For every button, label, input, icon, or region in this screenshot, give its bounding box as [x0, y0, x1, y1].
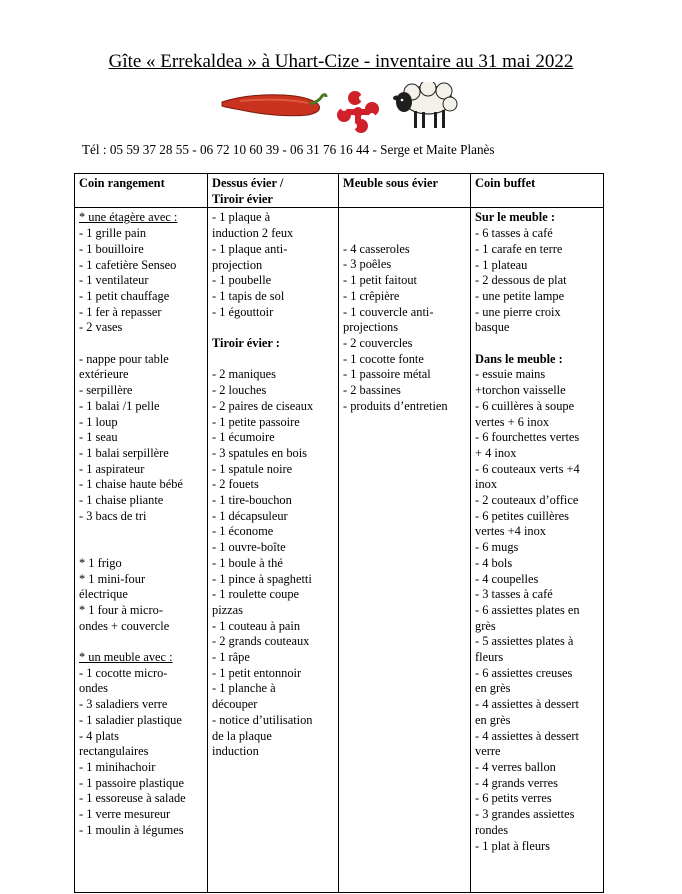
list-item: - 1 essoreuse à salade [79, 791, 186, 806]
list-item: - 1 décapsuleur [212, 508, 288, 523]
list-item: rondes [475, 822, 509, 837]
header-dessus-evier: Dessus évier / Tiroir évier [208, 174, 339, 208]
list-item: - 3 spatules en bois [212, 445, 307, 460]
list-item: - 1 crêpière [343, 288, 400, 303]
list-item: - 5 assiettes plates à [475, 634, 574, 649]
list-item [79, 336, 203, 352]
list-item: - 1 ventilateur [79, 273, 149, 288]
list-item: - 1 ouvre-boîte [212, 540, 286, 555]
list-item: - 3 bacs de tri [79, 508, 147, 523]
list-item: - 1 balai serpillère [79, 445, 169, 460]
list-item: * une étagère avec : [79, 210, 178, 225]
list-item: vertes + 6 inox [475, 414, 550, 429]
list-item: - 1 petit chauffage [79, 288, 170, 303]
list-item: - notice d’utilisation [212, 712, 313, 727]
list-item: - 3 poêles [343, 257, 392, 272]
list-item [79, 634, 203, 650]
list-item: - 4 assiettes à dessert [475, 697, 579, 712]
list-item: inox [475, 477, 498, 492]
list-item: - 6 petits verres [475, 791, 552, 806]
list-item: + 4 inox [475, 445, 517, 460]
list-item: - 1 petit entonnoir [212, 665, 302, 680]
list-item: - 1 spatule noire [212, 461, 293, 476]
list-item: - 1 égouttoir [212, 304, 274, 319]
list-item: - 1 planche à [212, 681, 276, 696]
list-item: - 6 mugs [475, 540, 519, 555]
list-item: - 1 passoire plastique [79, 775, 184, 790]
list-item: * 1 frigo [79, 555, 122, 570]
list-item: - 3 grandes assiettes [475, 807, 575, 822]
list-item: - 1 écumoire [212, 430, 275, 445]
list-item [79, 540, 203, 556]
content-row [75, 208, 604, 893]
list-item: Sur le meuble : [475, 210, 555, 225]
list-item: induction 2 feux [212, 226, 294, 241]
list-item: projections [343, 320, 399, 335]
list-item [212, 320, 334, 336]
list-item: - 1 tire-bouchon [212, 493, 292, 508]
list-item: - 1 boule à thé [212, 555, 283, 570]
list-item [79, 524, 203, 540]
list-item: ondes + couvercle [79, 618, 170, 633]
list-item: - 1 petite passoire [212, 414, 300, 429]
list-item: - 1 économe [212, 524, 274, 539]
list-item [475, 336, 599, 352]
header-coin-rangement: Coin rangement [75, 174, 208, 208]
list-item: - 2 couvercles [343, 336, 413, 350]
list-item: * 1 four à micro- [79, 602, 163, 617]
page-title: Gîte « Errekaldea » à Uhart-Cize - inventaire au 31 mai 2022 [108, 51, 574, 72]
list-item: - 1 plateau [475, 257, 528, 272]
list-item [212, 352, 334, 368]
red-pepper-icon [222, 95, 326, 116]
list-item: - 1 petit faitout [343, 273, 417, 288]
list-item: - 2 maniques [212, 367, 277, 382]
list-item: - essuie mains [475, 367, 546, 382]
list-item: - 1 carafe en terre [475, 241, 563, 256]
list-item: - 1 plaque à [212, 210, 271, 225]
list-item: - 1 couteau à pain [212, 618, 301, 633]
list-item: - 1 roulette coupe [212, 587, 300, 602]
list-item: - serpillère [79, 383, 133, 398]
list-item: - 4 plats [79, 728, 119, 743]
list-item: - 4 casseroles [343, 241, 410, 256]
list-item: en grès [475, 712, 511, 727]
list-item: - 2 fouets [212, 477, 259, 492]
list-item: en grès [475, 681, 511, 696]
list-item: découper [212, 697, 258, 712]
list-item: basque [475, 320, 510, 335]
list-item: rectangulaires [79, 744, 149, 759]
list-item: - 2 bassines [343, 383, 401, 398]
list-item: - 1 couvercle anti- [343, 304, 434, 319]
list-item: - 1 loup [79, 414, 118, 429]
list-item: - 1 pince à spaghetti [212, 571, 312, 586]
list-item: Tiroir évier : [212, 336, 280, 351]
list-item: verre [475, 744, 501, 759]
list-item: - 1 poubelle [212, 273, 272, 288]
list-item: - 6 cuillères à soupe [475, 398, 575, 413]
list-item: - 1 bouilloire [79, 241, 144, 256]
list-item: - 1 minihachoir [79, 759, 156, 774]
list-item: - 1 plaque anti- [212, 241, 288, 256]
list-item: - 1 tapis de sol [212, 288, 285, 303]
list-item: - 1 fer à repasser [79, 304, 162, 319]
list-item: - 4 assiettes à dessert [475, 728, 579, 743]
header-meuble-sous-evier: Meuble sous évier [339, 174, 471, 208]
sheep-icon [393, 82, 457, 128]
list-item: pizzas [212, 602, 243, 617]
list-item: +torchon vaisselle [475, 383, 566, 398]
list-item: de la plaque [212, 728, 272, 743]
list-item: - 3 tasses à café [475, 587, 553, 602]
list-item: - 6 assiettes plates en [475, 602, 580, 617]
contact-line: Tél : 05 59 37 28 55 - 06 72 10 60 39 - 06 31 76 16 44 - Serge et Maite Planès [82, 142, 495, 157]
list-item: - 4 grands verres [475, 775, 558, 790]
list-item: - 4 coupelles [475, 571, 539, 586]
list-item: - 1 cocotte fonte [343, 351, 424, 366]
list-item: - 1 balai /1 pelle [79, 398, 160, 413]
list-item: - 1 passoire métal [343, 367, 431, 382]
list-item: - 1 chaise pliante [79, 493, 164, 508]
list-item: - produits d’entretien [343, 398, 448, 413]
list-item: - 1 seau [79, 430, 118, 445]
column-coin-buffet [471, 208, 604, 893]
list-item: - 4 verres ballon [475, 760, 556, 774]
list-item: - une petite lampe [475, 288, 565, 303]
list-item: - 1 chaise haute bébé [79, 477, 183, 492]
header-coin-buffet: Coin buffet [471, 174, 604, 208]
list-item: - 1 cafetière Senseo [79, 257, 177, 272]
list-item: ondes [79, 681, 108, 696]
list-item: - 1 râpe [212, 650, 250, 665]
list-item: - 1 verre mesureur [79, 807, 171, 822]
decorative-images [0, 82, 682, 140]
column-meuble-sous-evier [339, 208, 471, 893]
list-item: extérieure [79, 367, 129, 382]
list-item: - nappe pour table [79, 351, 169, 366]
list-item: Dans le meuble : [475, 351, 563, 366]
list-item: * 1 mini-four [79, 571, 146, 586]
lauburu-icon [337, 91, 379, 133]
list-item: - 1 grille pain [79, 226, 147, 241]
column-dessus-evier [208, 208, 339, 893]
inventory-table [74, 173, 604, 893]
list-item: - 2 grands couteaux [212, 634, 310, 649]
list-item: - 2 dessous de plat [475, 273, 567, 288]
list-item: - 4 bols [475, 555, 513, 570]
list-item: projection [212, 257, 263, 272]
list-item: électrique [79, 587, 128, 602]
list-item: * un meuble avec : [79, 650, 173, 665]
list-item: - 2 vases [79, 320, 123, 335]
list-item: - 2 couteaux d’office [475, 493, 579, 508]
list-item [343, 226, 466, 242]
list-item: - 6 petites cuillères [475, 508, 569, 523]
list-item: induction [212, 744, 259, 759]
column-coin-rangement [75, 208, 208, 893]
list-item: vertes +4 inox [475, 524, 546, 539]
list-item: - 6 couteaux verts +4 [475, 461, 580, 476]
list-item: - 6 tasses à café [475, 226, 553, 241]
list-item: - 1 plat à fleurs [475, 838, 551, 853]
header-row [75, 174, 604, 208]
list-item: - une pierre croix [475, 304, 561, 319]
list-item: - 1 aspirateur [79, 461, 145, 476]
list-item: fleurs [475, 650, 504, 665]
list-item: - 6 fourchettes vertes [475, 430, 580, 445]
list-item: - 1 moulin à légumes [79, 822, 184, 837]
list-item: - 6 assiettes creuses [475, 665, 573, 680]
list-item: grès [475, 618, 496, 633]
list-item: - 2 louches [212, 383, 267, 398]
list-item: - 3 saladiers verre [79, 697, 168, 712]
list-item: - 2 paires de ciseaux [212, 398, 314, 413]
list-item: - 1 cocotte micro- [79, 665, 168, 680]
list-item [343, 210, 466, 226]
list-item: - 1 saladier plastique [79, 712, 182, 727]
